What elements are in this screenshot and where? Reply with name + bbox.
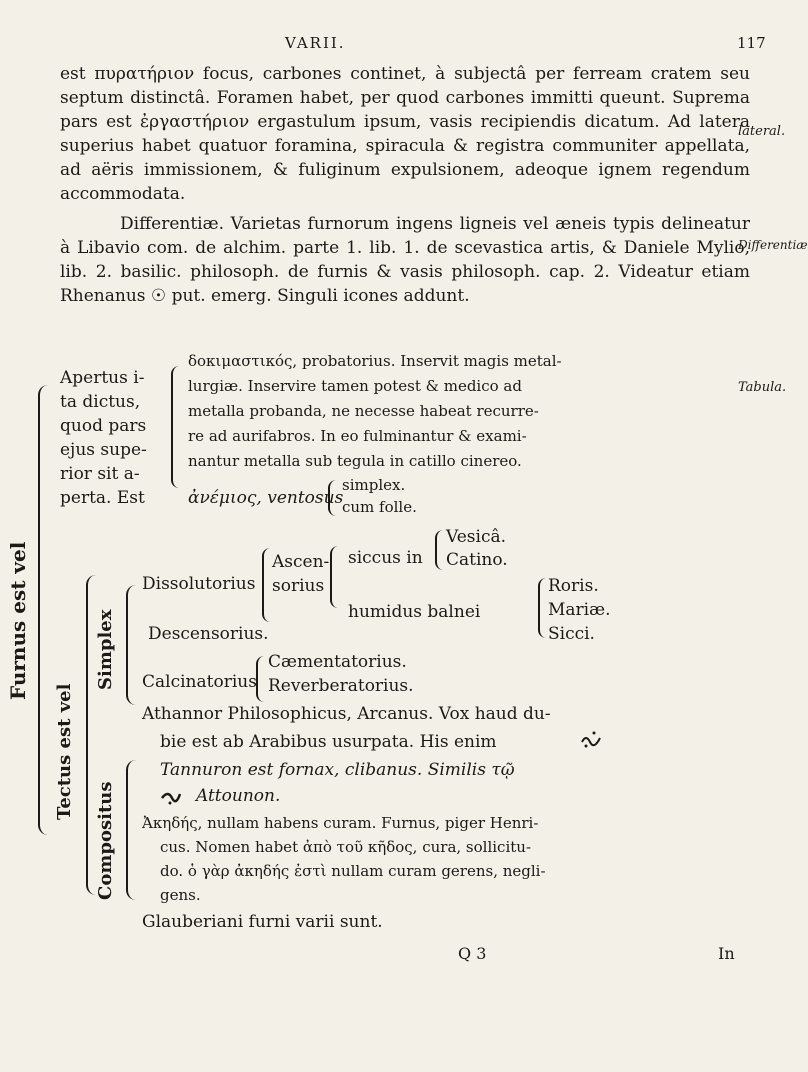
descensorius: Descensorius.: [148, 624, 269, 644]
dokimastikos-line-1: δοκιμαστικός, probatorius. Inservit magis metal-: [188, 352, 562, 370]
main-text: [60, 62, 750, 314]
humidus-roris: Roris.: [548, 576, 599, 596]
apertus-line-2: ta dictus,: [60, 392, 141, 412]
brace-furnus: [38, 385, 50, 835]
siccus-in: siccus in: [348, 548, 423, 568]
ascensorius: Ascen- sorius: [272, 552, 330, 596]
page-number: 117: [737, 34, 766, 52]
running-head: VARII.: [285, 34, 346, 52]
humidus: humidus balnei: [348, 602, 481, 622]
apertus-line-5: rior sit a-: [60, 464, 140, 484]
brace-anemios: [328, 480, 336, 516]
dokimastikos-line-3: metalla probanda, ne necesse habeat recurre-: [188, 402, 539, 420]
brace-simplex: [126, 585, 136, 705]
signature-mark: Q 3: [458, 944, 487, 963]
simplex-label: Simplex: [95, 609, 116, 690]
compositus-line-3: Tannuron est fornax, clibanus. Similis τῷ: [160, 760, 515, 780]
apertus-line-1: Apertus i-: [60, 368, 145, 388]
arabic-word-glyph-2: [160, 786, 182, 806]
compositus-label: Compositus: [95, 781, 116, 900]
dokimastikos-line-2: lurgiæ. Inservire tamen potest & medico ad: [188, 377, 522, 395]
apertus-line-6: perta. Est: [60, 488, 145, 508]
margin-note-tabula: Tabula.: [738, 380, 787, 395]
anemios: ἀνέμιος, ventosus: [188, 488, 344, 508]
brace-humidus: [538, 578, 546, 638]
apertus-line-4: ejus supe-: [60, 440, 147, 460]
furnus-label: Furnus est vel: [6, 541, 30, 700]
brace-siccus: [435, 530, 443, 570]
apertus-line-3: quod pars: [60, 416, 147, 436]
humidus-sicci: Sicci.: [548, 624, 595, 644]
siccus-catino: Catino.: [446, 550, 508, 570]
compositus-line-4: Attounon.: [196, 786, 281, 806]
paragraph-1: est πυρατήριον focus, carbones continet, à subjectâ per ferream cratem seu septum distinctâ. Foramen habet, per quod carbones immitti queunt. Suprema pars est ἐργαστήριον ergastulum ipsum, vasis recipiendis dicatum. Ad latera superius habet quatuor foramina, spiracula & registra communiter appellata, ad aëris immissionem, & fuliginum expulsionem, adeoque ignem regendum accommodata.: [60, 64, 750, 204]
compositus-line-6: cus. Nomen habet ἀπὸ τοῦ κῆδος, cura, sollicitu-: [160, 838, 532, 856]
anemios-cum-folle: cum folle.: [342, 498, 417, 516]
glauberiani: Glauberiani furni varii sunt.: [142, 912, 383, 932]
brace-tectus: [86, 575, 96, 895]
catchword: In: [718, 944, 735, 963]
margin-note-differentiae: Differentiæ: [738, 238, 808, 252]
paragraph-2: Differentiæ. Varietas furnorum ingens ligneis vel æneis typis delineatur à Libavio com. de alchim. parte 1. lib. 1. de scevastica artis, & Daniele Mylio, lib. 2. basilic. philosoph. de furnis & vasis philosoph. cap. 2. Videatur etiam Rhenanus ☉ put. emerg. Singuli icones addunt.: [60, 214, 750, 306]
brace-dissolutorius: [262, 548, 270, 622]
tectus-label: Tectus est vel: [54, 683, 75, 820]
brace-ascensorius: [330, 546, 338, 608]
brace-calcinatorius: [256, 656, 264, 702]
compositus-line-7: do. ὁ γὰρ ἀκηδής ἐστὶ nullam curam gerens, negli-: [160, 862, 546, 880]
calc-caementatorius: Cæmentatorius.: [268, 652, 407, 672]
brace-compositus: [126, 760, 136, 900]
compositus-line-2: bie est ab Arabibus usurpata. His enim: [160, 732, 497, 752]
calcinatorius: Calcinatorius: [142, 672, 257, 692]
compositus-line-5: Ἀκηδής, nullam habens curam. Furnus, piger Henri-: [142, 814, 539, 832]
anemios-simplex: simplex.: [342, 476, 406, 494]
dokimastikos-line-4: re ad aurifabros. In eo fulminantur & exami-: [188, 427, 527, 445]
siccus-vesica: Vesicâ.: [446, 527, 506, 547]
dissolutorius: Dissolutorius: [142, 574, 256, 594]
arabic-word-glyph: [580, 728, 602, 748]
margin-note-lateral: lateral.: [738, 124, 786, 139]
compositus-line-1: Athannor Philosophicus, Arcanus. Vox haud du-: [142, 704, 551, 724]
dokimastikos-line-5: nantur metalla sub tegula in catillo cinereo.: [188, 452, 522, 470]
brace-apertus: [171, 366, 179, 488]
calc-reverberatorius: Reverberatorius.: [268, 676, 414, 696]
compositus-line-8: gens.: [160, 886, 201, 904]
humidus-mariae: Mariæ.: [548, 600, 611, 620]
